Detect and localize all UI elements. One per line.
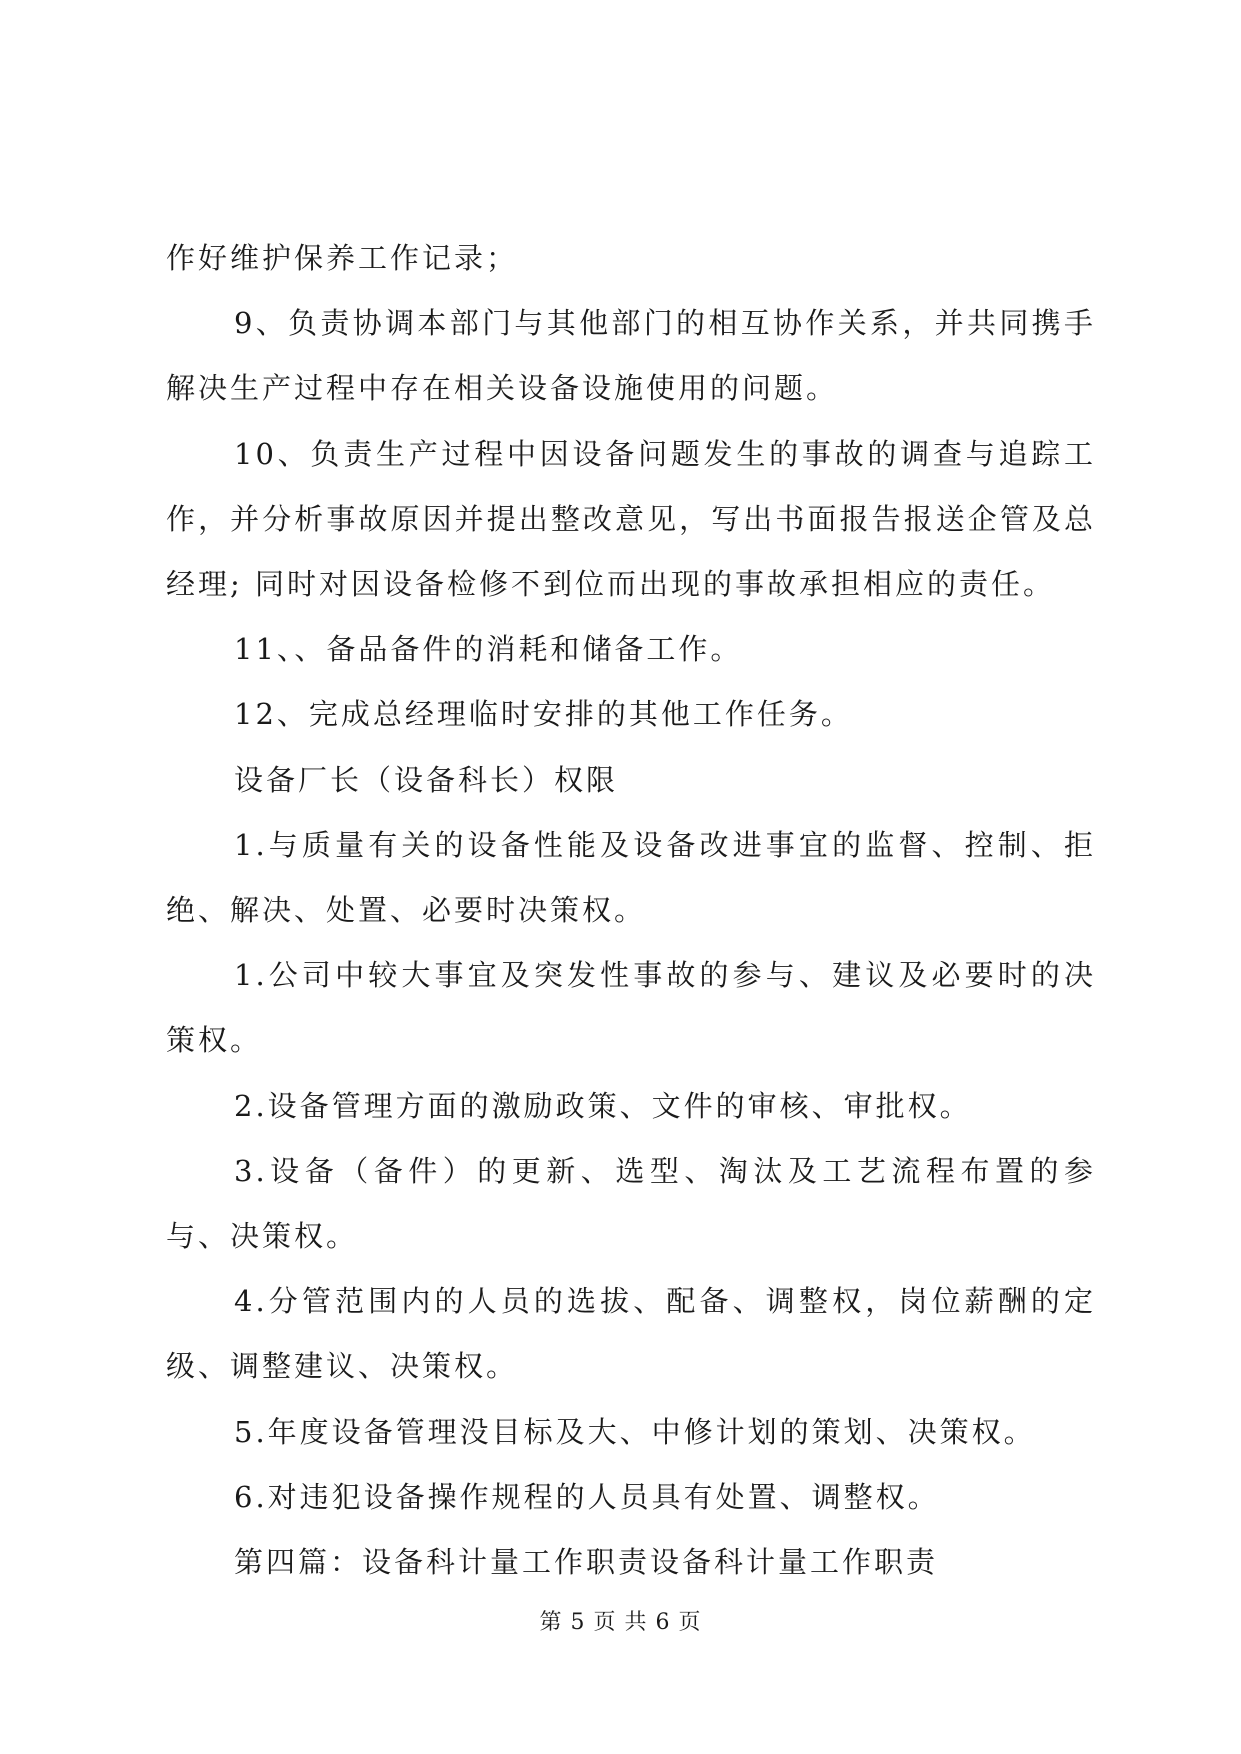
paragraph-duty-9: 9、负责协调本部门与其他部门的相互协作关系，并共同携手解决生产过程中存在相关设备设施使用的问题。 <box>166 306 1096 406</box>
paragraph-continuation: 作好维护保养工作记录； <box>166 241 519 275</box>
chapter-heading: 第四篇：设备科计量工作职责设备科计量工作职责 <box>234 1545 939 1580</box>
paragraph-duty-12: 12、完成总经理临时安排的其他工作任务。 <box>234 697 853 732</box>
paragraph-authority-1a: 1.与质量有关的设备性能及设备改进事宜的监督、控制、拒绝、解决、处置、必要时决策权。 <box>166 827 1096 928</box>
paragraph-authority-2: 2.设备管理方面的激励政策、文件的审核、审批权。 <box>234 1088 972 1123</box>
section-heading-authority: 设备厂长（设备科长）权限 <box>234 762 619 797</box>
paragraph-duty-11: 11、、备品备件的消耗和储备工作。 <box>234 632 743 667</box>
paragraph-authority-1b: 1.公司中较大事宜及突发性事故的参与、建议及必要时的决策权。 <box>166 958 1096 1058</box>
paragraph-authority-3: 3.设备（备件）的更新、选型、淘汰及工艺流程布置的参与、决策权。 <box>166 1153 1096 1254</box>
paragraph-authority-4: 4.分管范围内的人员的选拔、配备、调整权，岗位薪酬的定级、调整建议、决策权。 <box>166 1284 1096 1384</box>
paragraph-authority-6: 6.对违犯设备操作规程的人员具有处置、调整权。 <box>234 1479 940 1514</box>
document-body <box>166 226 1096 1595</box>
page-number-footer: 第 5 页 共 6 页 <box>539 1610 702 1635</box>
paragraph-authority-5: 5.年度设备管理没目标及大、中修计划的策划、决策权。 <box>234 1414 1036 1449</box>
paragraph-duty-10: 10、负责生产过程中因设备问题发生的事故的调查与追踪工作，并分析事故原因并提出整改意见，写出书面报告报送企管及总经理; 同时对因设备检修不到位而出现的事故承担相应的责任。 <box>166 436 1096 602</box>
